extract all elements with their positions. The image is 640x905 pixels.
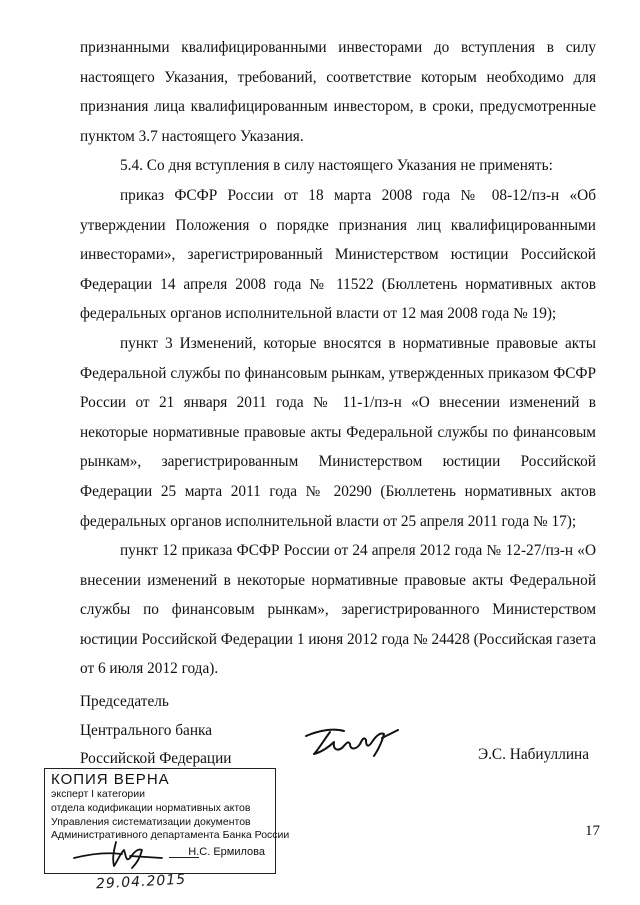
signatory-title-line: Российской Федерации	[80, 750, 232, 767]
stamp-title: КОПИЯ ВЕРНА	[51, 771, 170, 788]
document-body	[80, 33, 596, 684]
signatory-title-line: Председатель	[80, 693, 169, 710]
page-number: 17	[585, 823, 600, 839]
text-line: пунктом 3.7 настоящего Указания.	[80, 127, 304, 145]
stamp-line: отдела кодификации нормативных актов	[51, 801, 251, 814]
signatory-title-line: Центрального банка	[80, 721, 213, 739]
item-5-4-heading: 5.4. Со дня вступления в силу настоящего Указания не применять:	[120, 157, 553, 175]
text-line: признания лица квалифицированным инвестором, в сроки, предусмотренные	[80, 98, 596, 116]
paragraph-order-12-27: пункт 12 приказа ФСФР России от 24 апреля 2012 года № 12-27/пз-н «О внесении изменений в некоторые нормативные правовые акты Федеральной службы по финансовым рынкам», зарегистрированного Министерством юстиции Российской Федерации 1 июня 2012 года № 24428 (Российская газета от 6 июля 2012 года).	[80, 542, 596, 678]
signatory-title	[80, 688, 231, 774]
signatory-name: Э.С. Набиуллина	[478, 746, 589, 763]
text-line: настоящего Указания, требований, соответствие которым необходимо для	[80, 68, 596, 86]
paragraph-order-11-1: пункт 3 Изменений, которые вносятся в нормативные правовые акты Федеральной службы по финансовым рынкам, утвержденных приказом ФСФР России от 21 января 2011 года № 11-1/пз-н «О внесении изменений в некоторые нормативные правовые акты Федеральной службы по финансовым рынкам», зарегистрированным Министерством юстиции Российской Федерации 25 марта 2011 года № 20290 (Бюллетень нормативных актов федеральных органов исполнительной власти от 25 апреля 2011 года № 17);	[80, 334, 596, 530]
stamp-line: Управления систематизации документов	[51, 815, 251, 828]
text-line: признанными квалифицированными инвесторами до вступления в силу	[80, 39, 596, 56]
stamp-handwritten-date: 29.04.2015	[95, 871, 187, 893]
stamp-line: Административного департамента Банка России	[51, 829, 290, 842]
handwritten-signature	[300, 722, 410, 762]
paragraph-order-08-12: приказ ФСФР России от 18 марта 2008 года № 08-12/пз-н «Об утверждении Положения о порядке признания лиц квалифицированными инвесторами», зарегистрированный Министерством юстиции Российской Федерации 14 апреля 2008 года № 11522 (Бюллетень нормативных актов федеральных органов исполнительной власти от 12 мая 2008 года № 19);	[80, 186, 596, 323]
stamp-handwritten-signature	[70, 836, 170, 872]
stamp-signer-name: Н.С. Ермилова	[188, 846, 265, 859]
stamp-line: эксперт I категории	[51, 788, 145, 800]
